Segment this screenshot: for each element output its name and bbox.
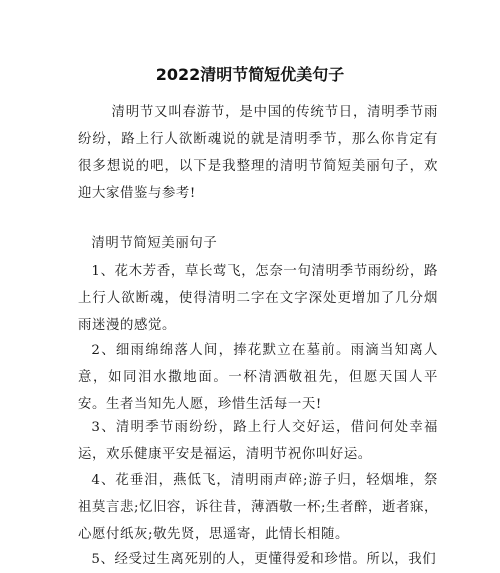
list-item: 3、清明季节雨纷纷，路上行人交好运，借问何处幸福运，欢乐健康平安是福运，清明节祝你叫好运。 [78, 420, 438, 462]
list-item: 4、花垂泪，燕低飞，清明雨声碎;游子归，轻烟堆，祭祖莫言悲;忆旧容，诉往昔，薄酒敬一杯;生者醉，逝者寐，心愿付纸灰;敬先贤，思遥寄，此情长相随。 [78, 473, 438, 542]
list-item: 5、经受过生离死别的人，更懂得爱和珍惜。所以，我们 [91, 552, 437, 567]
list-item: 2、细雨绵绵落人间，捧花默立在墓前。雨滴当知离人意，如同泪水撒地面。一杯清洒敬祖先，但愿天国人平安。生者当知先人愿，珍惜生活每一天! [78, 343, 438, 412]
section-heading: 清明节简短美丽句子 [91, 236, 218, 251]
intro-paragraph: 清明节又叫春游节，是中国的传统节日，清明季节雨纷纷，路上行人欲断魂说的就是清明季节，那么你肯定有很多想说的吧，以下是我整理的清明节简短美丽句子，欢迎大家借鉴与参考! [78, 105, 438, 201]
document-title: 2022清明节简短优美句子 [155, 65, 345, 84]
list-item: 1、花木芳香，草长莺飞，怎奈一句清明季节雨纷纷，路上行人欲断魂，使得清明二字在文字深处更增加了几分烟雨迷漫的感觉。 [78, 264, 438, 333]
